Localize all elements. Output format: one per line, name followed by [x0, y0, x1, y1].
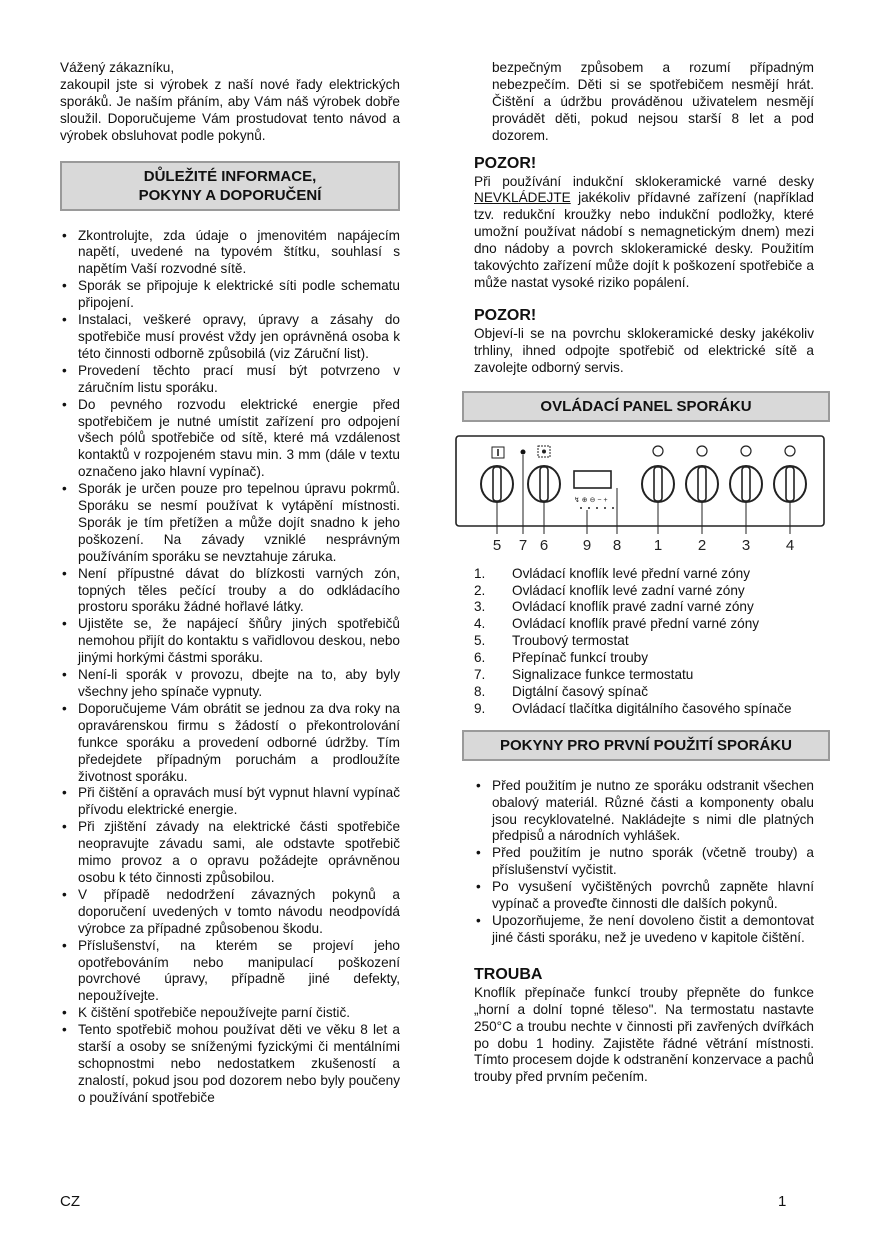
list-item: • Instalaci, veškeré opravy, úpravy a zásahy do spotřebiče musí provést vždy jen oprávněná osoba k této činnosti odborně způsobilá (viz Záruční list).	[60, 312, 400, 363]
list-item: • Při zjištění závady na elektrické části spotřebiče neopravujte závadu sami, ale odstavte spotřebič mimo provoz a o opravu požádejte oprávněnou osobu k této činnosti způsobilou.	[60, 819, 400, 887]
warning-2-title: POZOR!	[474, 306, 537, 324]
warning-2-text: Objeví-li se na povrchu sklokeramické desky jakékoliv trhliny, ihned odpojte spotřebič od elektrické sítě a zavolejte odborný servis.	[474, 325, 814, 375]
list-item: • Při čištění a opravách musí být vypnut hlavní vypínač přívodu elektrické energie.	[60, 785, 400, 819]
list-item: • Není přípustné dávat do blízkosti varných zón, topných těles pečící trouby a do odkládacího prostoru sporáku žádné hořlavé látky.	[60, 566, 400, 617]
list-item: • Ujistěte se, že napájecí šňůry jiných spotřebičů nemohou přijít do kontaktu s vařidlovou deskou, nebo jinými horkými částmi sporáku.	[60, 616, 400, 667]
list-item: • Do pevného rozvodu elektrické energie před spotřebičem je nutné umístit zařízení pro odpojení všech pólů spotřebiče od sítě, které má vzdálenost kontaktů v rozpojeném stavu min. 3 mm (dále v textu označeno jako hlavní vypínač).	[60, 397, 400, 482]
continuation-text: bezpečným způsobem a rozumí případným nebezpečím. Děti si se spotřebičem nesmějí hrát. Čištění a údržbu prováděnou uživatelem nesmějí provádět děti, pokud nejsou starší 8 let a pod dozorem.	[492, 60, 814, 143]
list-item: • Není-li sporák v provozu, dbejte na to, aby byly všechny jeho spínače vypnuty.	[60, 667, 400, 701]
oven-text: Knoflík přepínače funkcí trouby přepněte do funkce „horní a dolní topné těleso". Na termostatu nastavte 250°C a troubu nechte v činnosti při zavřených dvířkách po dobu 1 hodiny. Zajistěte řádné větrání místnosti. Tímto procesem dojde k odstranění konzervace a pachů trouby před prvním pečením.	[474, 984, 814, 1085]
first-use-title: POKYNY PRO PRVNÍ POUŽITÍ SPORÁKU	[500, 736, 792, 754]
knob-1	[642, 466, 674, 502]
legend-item: 3. Ovládací knoflík pravé zadní varné zóny	[474, 599, 754, 615]
list-item: • Provedení těchto prací musí být potvrzeno v záručním listu sporáku.	[60, 363, 400, 397]
legend-item: 8. Digtální časový spínač	[474, 683, 649, 699]
legend-item: 4. Ovládací knoflík pravé přední varné zóny	[474, 616, 760, 632]
oven-title: TROUBA	[474, 965, 543, 983]
list-item: • Příslušenství, na kterém se projeví jeho opotřebováním nebo manipulací poškození povrchové úpravy, případně jiné defekty, nepoužívejte.	[60, 938, 400, 1006]
important-list	[60, 228, 400, 1107]
control-panel-legend	[474, 566, 814, 718]
label-5: 5	[492, 536, 502, 554]
list-item: • Před použitím je nutno ze sporáku odstranit všechen obalový materiál. Různé části a komponenty obalu jsou recyklovatelné. Nakládejte s nimi dle platných předpisů a národních vyhlášek.	[474, 778, 814, 846]
list-item: • K čištění spotřebiče nepoužívejte parní čistič.	[60, 1005, 400, 1022]
greeting: Vážený zákazníku,	[60, 60, 175, 75]
first-use-list	[474, 778, 814, 947]
important-info-heading	[60, 161, 400, 211]
knob-6	[528, 466, 560, 502]
left-column	[60, 60, 400, 1107]
warning-1-underlined: NEVKLÁDEJTE	[474, 190, 571, 206]
list-item: • Tento spotřebič mohou používat děti ve věku 8 let a starší a osoby se sníženými fyzickými či mentálními schopnostmi nebo nedostatkem zkušeností a znalostí, pokud jsou pod dozorem nebo byly poučeny o používání spotřebiče	[60, 1022, 400, 1107]
label-4: 4	[785, 536, 795, 554]
label-8: 8	[612, 536, 622, 554]
right-column	[474, 60, 814, 1086]
legend-item: 2. Ovládací knoflík levé zadní varné zóny	[474, 582, 745, 598]
control-panel-diagram	[454, 434, 844, 564]
intro-text: zakoupil jste si výrobek z naší nové řady elektrických sporáků. Je naším přáním, aby Vám náš výrobek dobře sloužil. Doporučujeme Vám prostudovat tento návod a výrobek obsluhovat podle pokynů.	[60, 76, 400, 143]
important-title-line2: POKYNY A DOPORUČENÍ	[138, 186, 322, 204]
label-1: 1	[653, 536, 663, 554]
legend-item: 1. Ovládací knoflík levé přední varné zóny	[474, 565, 751, 581]
list-item: • Doporučujeme Vám obrátit se jednou za dva roky na opravárenskou firmu s žádostí o překontrolování funkce sporáku a provedení odborné údržby. Tím předejdete případným poruchám a prodloužíte životnost sporáku.	[60, 701, 400, 786]
signal-light-icon	[521, 449, 526, 454]
label-7: 7	[518, 536, 528, 554]
label-3: 3	[741, 536, 751, 554]
label-6: 6	[539, 536, 549, 554]
important-title-line1: DŮLEŽITÉ INFORMACE,	[143, 167, 317, 185]
list-item: • Po vysušení vyčištěných povrchů zapněte hlavní vypínač a proveďte činnosti dle dalších pokynů.	[474, 879, 814, 913]
legend-item: 7. Signalizace funkce termostatu	[474, 667, 694, 683]
control-panel-heading	[462, 391, 830, 422]
label-9: 9	[582, 536, 592, 554]
knob-5	[481, 466, 513, 502]
knob-3	[730, 466, 762, 502]
knob-4	[774, 466, 806, 502]
legend-item: 6. Přepínač funkcí trouby	[474, 650, 649, 666]
footer-lang: CZ	[60, 1193, 80, 1210]
list-item: • Upozorňujeme, že není dovoleno čistit a demontovat jiné části sporáku, než je uvedeno v kapitole čištění.	[474, 913, 814, 947]
page-number: 1	[778, 1193, 787, 1210]
list-item: • Zkontrolujte, zda údaje o jmenovitém napájecím napětí, uvedené na typovém štítku, souhlasí s napětím Vaší rozvodné sítě.	[60, 228, 400, 279]
list-item: • Sporák je určen pouze pro tepelnou úpravu pokrmů. Sporáku se nesmí používat k vytápění místnosti. Sporák je tím přetížen a může dojít snadno k jeho poškození. Na závady vzniklé nesprávným používáním sporáku se nevztahuje záruka.	[60, 481, 400, 566]
control-panel-title: OVLÁDACÍ PANEL SPORÁKU	[540, 397, 752, 415]
first-use-heading	[462, 730, 830, 761]
list-item: • Sporák se připojuje k elektrické síti podle schematu připojení.	[60, 278, 400, 312]
timer-buttons-icons: ↯ ⊕ ⊖ − +	[574, 496, 608, 504]
legend-item: 9. Ovládací tlačítka digitálního časového spínače	[474, 700, 792, 716]
warning-1-text-before: Při používání indukční sklokeramické varné desky	[474, 173, 814, 189]
warning-1-title: POZOR!	[474, 154, 537, 172]
warning-1-text-after: jakékoliv přídavné zařízení (například tzv. redukční kroužky nebo indukční podložky, které umožní používat nádobí s nemagnetickým dnem) mezi dno nádoby a povrch sklokeramické desky. Použitím takovýchto zařízení může dojít k poškození spotřebiče a může nastat vysoké riziko popálení.	[474, 190, 814, 290]
label-2: 2	[697, 536, 707, 554]
knob-2	[686, 466, 718, 502]
list-item: • V případě nedodržení závazných pokynů a doporučení uvedených v tomto návodu neodpovídá výrobce za případné způsobenou škodu.	[60, 887, 400, 938]
warning-1-text	[474, 174, 814, 292]
list-item: • Před použitím je nutno sporák (včetně trouby) a příslušenství vyčistit.	[474, 845, 814, 879]
legend-item: 5. Troubový termostat	[474, 633, 629, 649]
digital-timer-display	[574, 471, 611, 488]
